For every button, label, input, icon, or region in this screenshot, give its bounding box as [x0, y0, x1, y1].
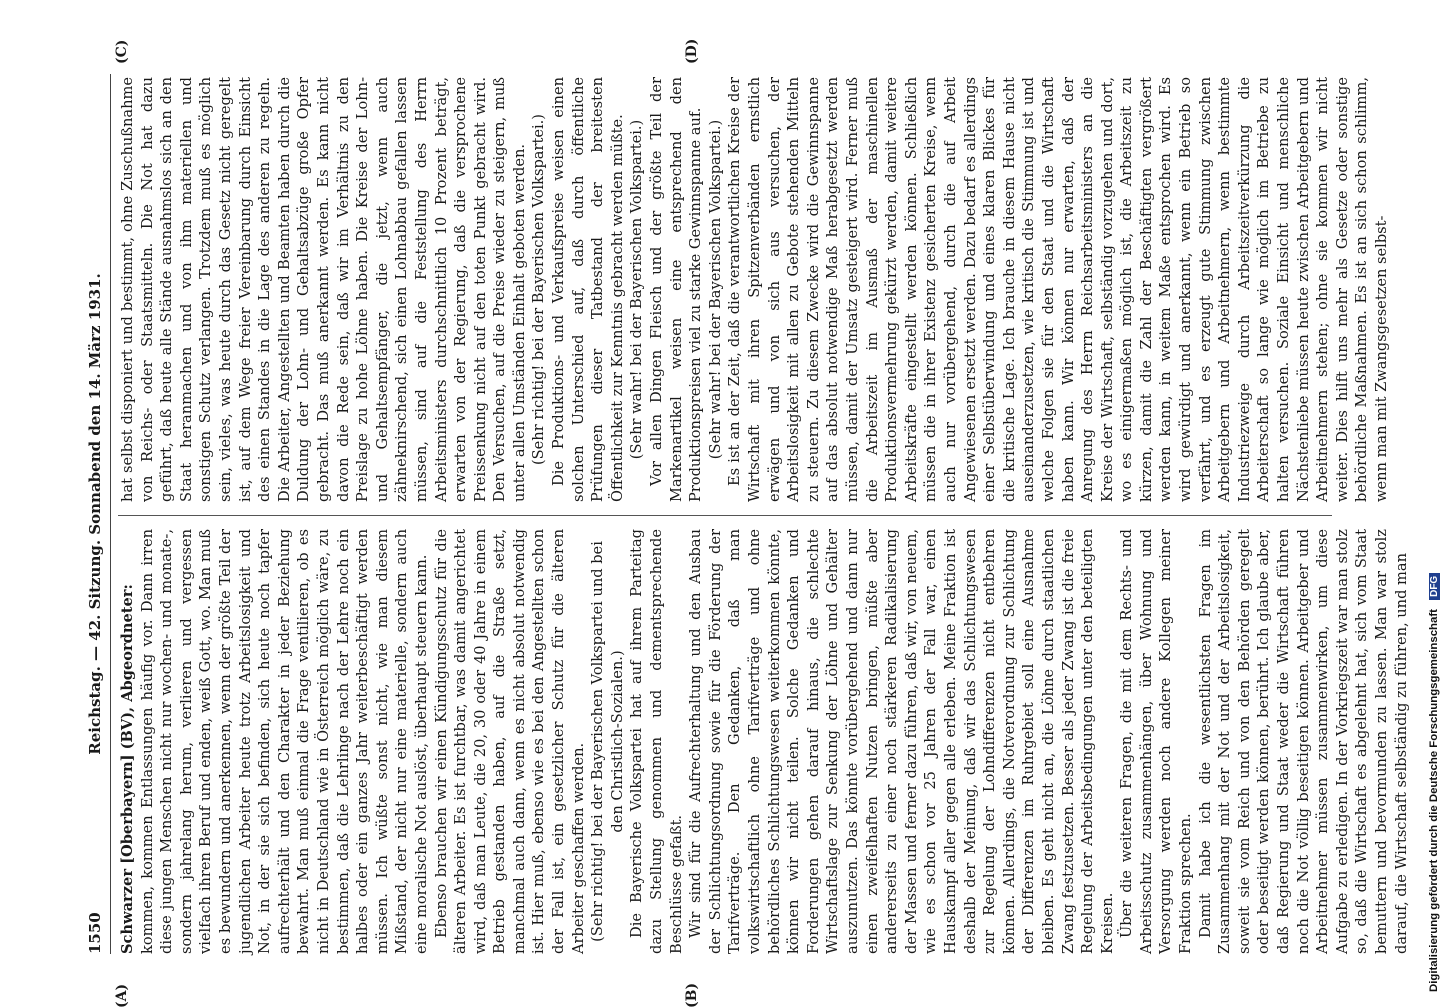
interjection: (Sehr wahr! bei der Bayerischen Volkspartei.): [706, 119, 724, 460]
paragraph: hat selbst disponiert und bestimmt, ohne Zuschußnahme von Reichs- oder Staatsmitteln. Die Not hat dazu geführt, daß heute alle Stände ausnahmslos sich an den Staat heranmachen und von ihm materiellen und sonstigen Schutz verlangen. Trotzdem muß es möglich sein, vieles, was heute durch das Gesetz nicht geregelt ist, auf dem Wege freier Vereinbarung durch Einsicht des einen Standes in die Lage des anderen zu regeln. Die Arbeiter, Angestellten und Beamten haben durch die Duldung der Lohn- und Gehaltsabzüge große Opfer gebracht. Das muß anerkannt werden. Es kann nicht davon die Rede sein, daß wir im Verhältnis zu den Preislage zu hohe Löhne haben. Die Kreise der Lohn- und Gehaltsempfänger, die jetzt, wenn auch zähneknirschend, sich einen Lohnabbau gefallen lassen müssen, sind auf die Feststellung des Herrn Arbeitsministers durchschnittlich 10 Prozent beträgt, erwarten von der Regierung, daß die versprochene Preissenkung nicht auf den toten Punkt gebracht wird. Den Versuchen, auf die Preise wieder zu steigern, muß unter allen Umständen Einhalt geboten werden.: [119, 77, 528, 502]
digitization-credit: [1428, 573, 1440, 992]
rotated-page: [84, 38, 1410, 1008]
interjection: (Sehr richtig! bei der Bayerischen Volkspartei.): [530, 114, 548, 466]
speaker-line: [118, 529, 138, 954]
paragraph: Die Bayerische Volkspartei hat auf ihrem Parteitag dazu Stellung genommen und dementsprechende Beschlüsse gefaßt.: [628, 529, 685, 954]
left-column: [118, 529, 1410, 954]
paragraph: Ebenso brauchen wir einen Kündigungsschutz für die älteren Arbeiter. Es ist furchtbar, was damit angerichtet wird, daß man Leute, die 20, 30 oder 40 Jahre in einem Betrieb gestanden haben, auf die Straße setzt, manchmal auch dann, wenn es nicht absolut notwendig ist. Hier muß, ebenso wie es bei den Angestellten schon der Fall ist, ein gesetzlicher Schutz für die älteren Arbeiter geschaffen werden.: [432, 529, 587, 954]
running-head: [84, 74, 111, 954]
margin-mark-a: (A): [114, 983, 130, 1008]
paragraph: Die Produktions- und Verkaufspreise weisen einen solchen Unterschied auf, daß durch öffentliche Prüfungen dieser Tatbestand der breitesten Öffentlichkeit zur Kenntnis gebracht werden müßte.: [550, 77, 626, 502]
paragraph: Wir sind für die Aufrechterhaltung und den Ausbau der Schlichtungsordnung sowie für die Förderung der Tarifverträge. Den Gedanken, daß man volkswirtschaftlich ohne Tarifverträge und ohne behördliches Schlichtungswesen weiterkommen könnte, können wir nicht teilen. Solche Gedanken und Forderungen gehen darauf hinaus, die schlechte Wirtschaftslage zur Senkung der Löhne und Gehälter auszunutzen. Das könnte vorübergehend und dann nur einen zweifelhaften Nutzen bringen, müßte aber andererseits zu einer noch stärkeren Radikalisierung der Massen und ferner dazu führen, daß wir, von neuem, wie es schon vor 25 Jahren der Fall war, einen Hauskampf aller gegen alle erleben. Meine Fraktion ist deshalb der Meinung, daß wir das Schlichtungswesen zur Regelung der Lohndifferenzen nicht entbehren können. Allerdings, die Notverordnung zur Schlichtung der Differenzen im Ruhrgebiet soll eine Ausnahme bleiben. Es geht nicht an, die Löhne durch staatlichen Zwang festzusetzen. Besser als jeder Zwang ist die freie Regelung der Arbeitsbedingungen unter den beteiligten Kreisen.: [687, 529, 1116, 954]
right-column: [118, 77, 1390, 502]
paragraph: Damit habe ich die wesentlichsten Fragen im Zusammenhang mit der Not und der Arbeitslosigkeit, soweit sie vom Reich und von den Behörden geregelt oder beseitigt werden können, berührt. Ich glaube aber, daß Regierung und Staat weder die Wirtschaft führen noch die Not völlig beseitigen können. Arbeitgeber und Arbeitnehmer müssen zusammenwirken, um diese Aufgabe zu erledigen. In der Vorkriegszeit war man stolz so, daß die Wirtschaft es abgelehnt hat, sich vom Staat bemuttern und bevormunden zu lassen. Man war stolz darauf, die Wirtschaft selbständig zu führen, und man: [1196, 529, 1410, 954]
dfg-logo: DFG: [1429, 573, 1440, 600]
paragraph: kommen, kommen Entlassungen häufig vor. Dann irren diese jungen Menschen nicht nur wochen- und monate-, sondern jahrelang herum, verlieren und vergessen vielfach ihren Beruf und enden, weiß Gott, wo. Man muß es bewundern und anerkennen, wenn der größte Teil der jugendlichen Arbeiter heute trotz Arbeitslosigkeit und Not, in der sie sich befinden, sich heute noch tapfer aufrechterhält und den Charakter in jeder Beziehung bewahrt. Man muß einmal die Frage ventilieren, ob es nicht in Deutschland wie in Österreich möglich wäre, zu bestimmen, daß die Lehrlinge nach der Lehre noch ein halbes oder ein ganzes Jahr weiterbeschäftigt werden müssen. Ich wüßte sonst nicht, wie man diesem Mißstand, der nicht nur eine materielle, sondern auch eine moralische Not auslöst, überhaupt steuern kann.: [138, 529, 430, 954]
margin-mark-b: (B): [684, 982, 700, 1008]
paragraph: Vor allen Dingen Fleisch und der größte Teil der Markenartikel weisen eine entsprechend den Produktionspreisen viel zu starke Gewinnspanne auf.: [648, 77, 705, 502]
page-number: 1550: [86, 912, 104, 954]
interjection: (Sehr richtig! bei der Bayerischen Volkspartei und bei den Christlich-Sozialen.): [589, 541, 626, 942]
interjection: (Sehr wahr! bei der Bayerischen Volkspartei.): [628, 119, 646, 460]
page-title: Reichstag. — 42. Sitzung. Sonnabend den 14. März 1931.: [86, 273, 104, 755]
margin-mark-d: (D): [684, 38, 700, 64]
paragraph: Es ist an der Zeit, daß die verantwortlichen Kreise der Wirtschaft mit ihren Spitzenverbänden ernstlich erwägen und von sich aus versuchen, der Arbeitslosigkeit mit allen zu Gebote stehenden Mitteln zu steuern. Zu diesem Zwecke wird die Gewinnspanne auf das absolut notwendige Maß herabgesetzt werden müssen, damit der Umsatz gesteigert wird. Ferner muß die Arbeitszeit im Ausmaß der maschinellen Produktionsvermehrung gekürzt werden, damit weitere Arbeitskräfte eingestellt werden können. Schließlich müssen die in ihrer Existenz gesicherten Kreise, wenn auch nur vorübergehend, durch die auf Arbeit Angewiesenen ersetzt werden. Dazu bedarf es allerdings einer Selbstüberwindung und eines klaren Blickes für die kritische Lage. Ich brauche in diesem Hause nicht auseinanderzusetzen, wie kritisch die Stimmung ist und welche Folgen sie für den Staat und die Wirtschaft haben kann. Wir können nur erwarten, daß der Anregung des Herrn Reichsarbeitsministers an die Kreise der Wirtschaft, selbständig vorzugehen und dort, wo es einigermaßen möglich ist, die Arbeitszeit zu kürzen, damit die Zahl der Beschäftigten vergrößert werden kann, in weitem Maße entsprochen wird. Es wird gewürdigt und anerkannt, wenn ein Betrieb so verfährt, und es erzeugt gute Stimmung zwischen Arbeitgebern und Arbeitnehmern, wenn bestimmte Industriezweige durch Arbeitszeitverkürzung die Arbeiterschaft so lange wie möglich im Betriebe zu halten versuchen. Soziale Einsicht und menschliche Nächstenliebe müssen heute zwischen Arbeitgebern und Arbeitnehmern stehen; ohne sie kommen wir nicht weiter. Dies hilft uns mehr als Gesetze oder sonstige behördliche Maßnahmen. Es ist an sich schon schlimm, wenn man mit Zwangsgesetzen selbst-: [726, 77, 1390, 502]
credit-text: Digitalisierung gefördert durch die Deutsche Forschungsgemeinschaft: [1428, 609, 1440, 992]
margin-mark-c: (C): [114, 39, 130, 64]
paragraph: Über die weiteren Fragen, die mit dem Rechts- und Arbeitsschutz zusammenhängen, über Wohnung und Versorgung werden noch andere Kollegen meiner Fraktion sprechen.: [1118, 529, 1195, 954]
column-divider: [118, 515, 1332, 516]
speaker-name: Schwarzer [Oberbayern] (BV), Abgeordneter:: [119, 584, 136, 954]
